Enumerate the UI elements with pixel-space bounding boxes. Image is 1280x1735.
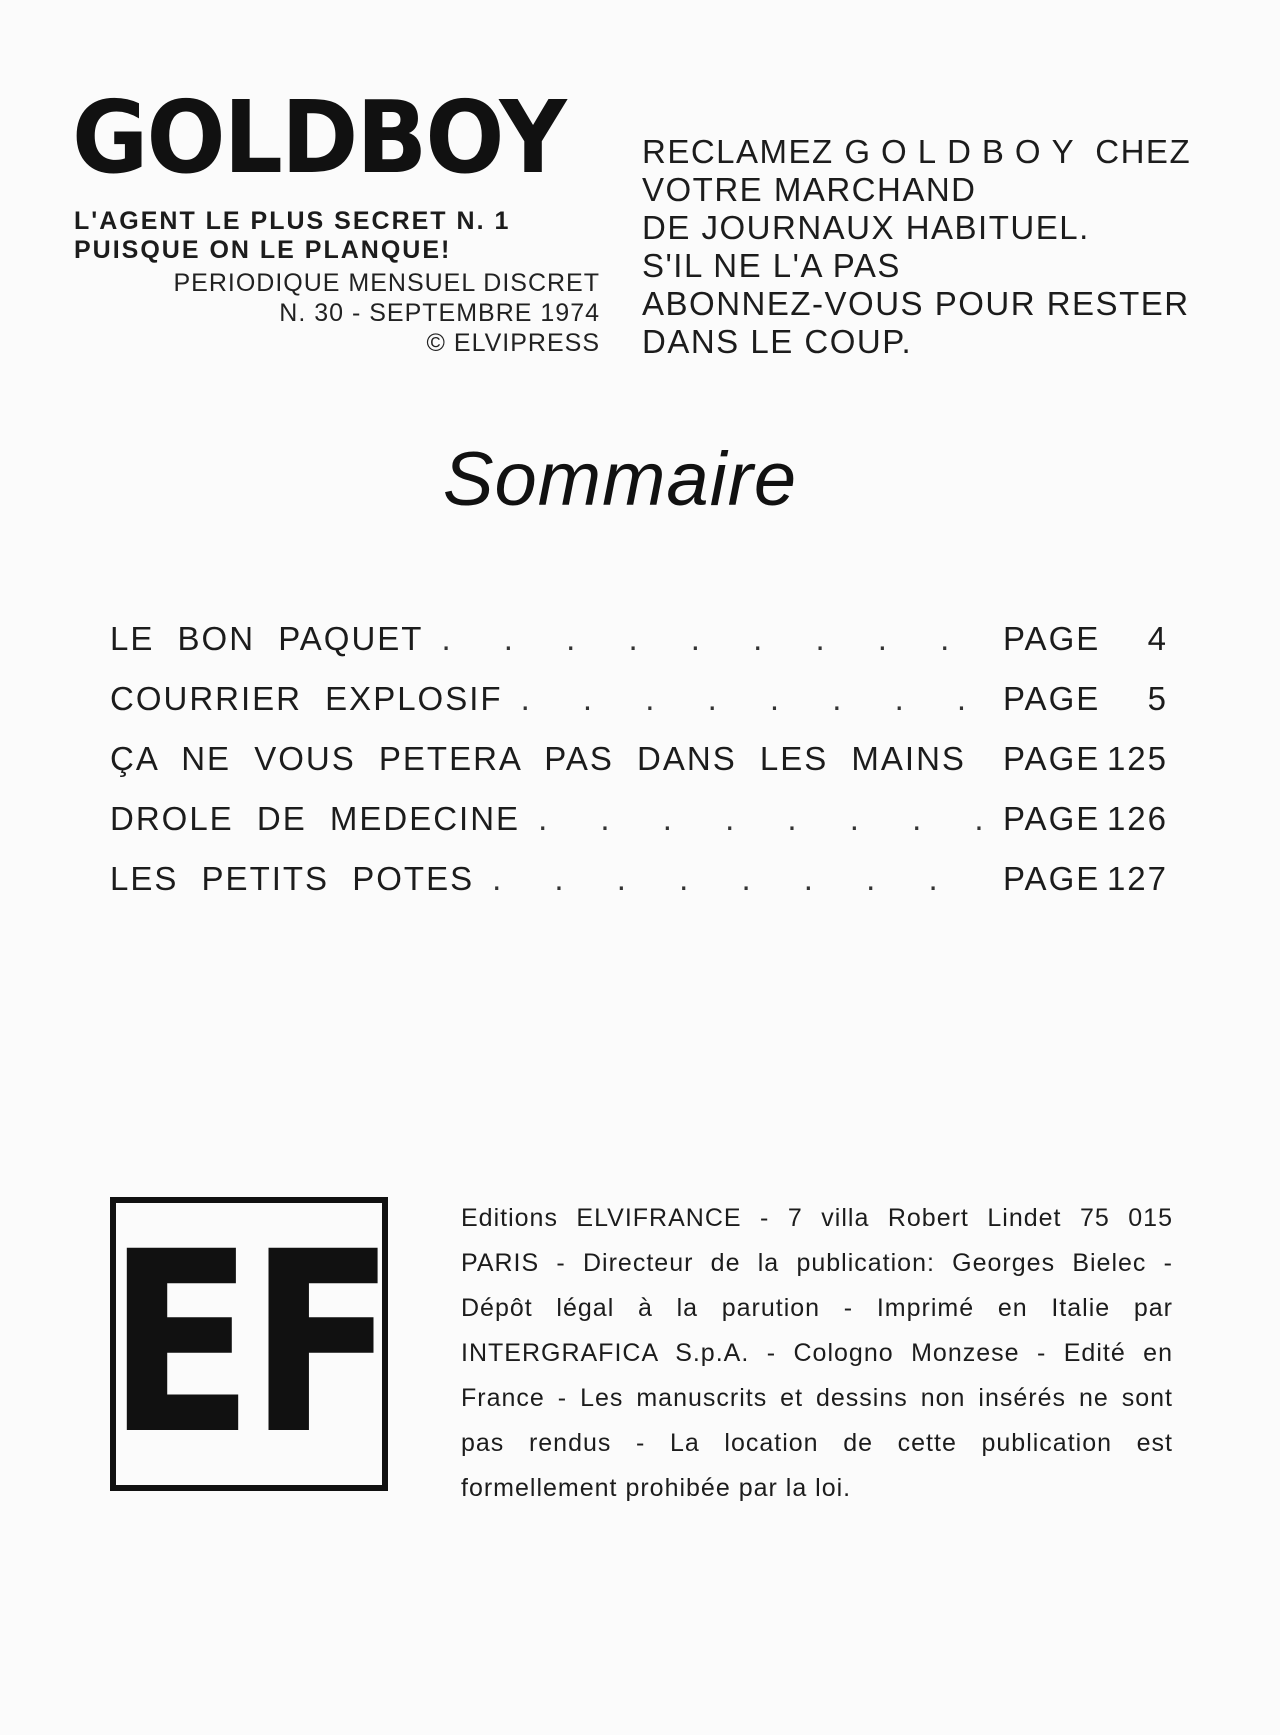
reclame-suffix: CHEZ: [1095, 133, 1192, 170]
toc-page-ref: [1003, 680, 1168, 718]
toc-leader-dots: [984, 740, 985, 778]
publisher-logo-text: EF: [107, 1198, 391, 1489]
toc-page-label: PAGE: [1003, 860, 1101, 897]
toc-page-label: PAGE: [1003, 680, 1101, 717]
tagline-line-2: PUISQUE ON LE PLANQUE!: [74, 236, 452, 264]
toc-page-number: 4: [1147, 620, 1168, 657]
copyright-notice: © ELVIPRESS: [426, 329, 600, 357]
reclame-line-5: ABONNEZ-VOUS POUR RESTER: [642, 285, 1190, 322]
toc-page-ref: [1003, 740, 1168, 778]
tagline-line-1: L'AGENT LE PLUS SECRET N. 1: [74, 207, 511, 235]
toc-leader-dots: [521, 680, 985, 718]
toc-page-ref: [1003, 620, 1168, 658]
toc-entry: [110, 800, 1168, 860]
reclame-line-3: DE JOURNAUX HABITUEL.: [642, 209, 1090, 246]
toc-entry: [110, 680, 1168, 740]
toc-entry-title: LES PETITS POTES: [110, 860, 475, 897]
toc-leader-dots: [538, 800, 985, 838]
toc-page-number: 126: [1106, 800, 1168, 837]
toc-page-number: 5: [1147, 680, 1168, 717]
toc-page-label: PAGE: [1003, 740, 1101, 777]
reclame-prefix: RECLAMEZ: [642, 133, 834, 170]
sommaire-heading: Sommaire: [442, 437, 798, 522]
toc-page-ref: [1003, 800, 1168, 838]
toc-entry-title: ÇA NE VOUS PETERA PAS DANS LES MAINS: [110, 740, 966, 777]
reclame-line-2: VOTRE MARCHAND: [642, 171, 977, 208]
toc-entry: [110, 620, 1168, 680]
publisher-logo: [107, 1197, 391, 1491]
reclame-line-1: [642, 133, 1191, 171]
toc-leader-dots: [441, 620, 985, 658]
periodicity-text: PERIODIQUE MENSUEL DISCRET: [173, 269, 600, 297]
toc-entry-title: COURRIER EXPLOSIF: [110, 680, 503, 717]
reclame-notice: [642, 133, 1191, 361]
imprint-text: Editions ELVIFRANCE - 7 villa Robert Lindet 75 015 PARIS - Directeur de la publication: Georges Bielec - Dépôt légal à la parution - Imprimé en Italie par INTERGRAFICA S.p.A. - Cologno Monzese - Edité en France - Les manuscrits et dessins non insérés ne sont pas rendus - La location de cette publication est formellement prohibée par la loi.: [461, 1204, 1173, 1502]
reclame-line-4: S'IL NE L'A PAS: [642, 247, 901, 284]
toc-page-label: PAGE: [1003, 620, 1101, 657]
publication-info: [130, 268, 600, 358]
toc-leader-dots: [492, 860, 985, 898]
toc-page-number: 127: [1106, 860, 1168, 897]
magazine-title: GOLDBOY: [72, 79, 565, 196]
toc-entry: [110, 740, 1168, 800]
table-of-contents: [110, 620, 1168, 920]
toc-entry-title: LE BON PAQUET: [110, 620, 424, 657]
reclame-brand: GOLDBOY: [844, 133, 1085, 170]
toc-entry: [110, 860, 1168, 920]
toc-page-number: 125: [1106, 740, 1168, 777]
tagline: [74, 207, 510, 265]
toc-page-ref: [1003, 860, 1168, 898]
issue-number-date: N. 30 - SEPTEMBRE 1974: [279, 299, 600, 327]
toc-entry-title: DROLE DE MEDECINE: [110, 800, 521, 837]
toc-page-label: PAGE: [1003, 800, 1101, 837]
reclame-line-6: DANS LE COUP.: [642, 323, 913, 360]
